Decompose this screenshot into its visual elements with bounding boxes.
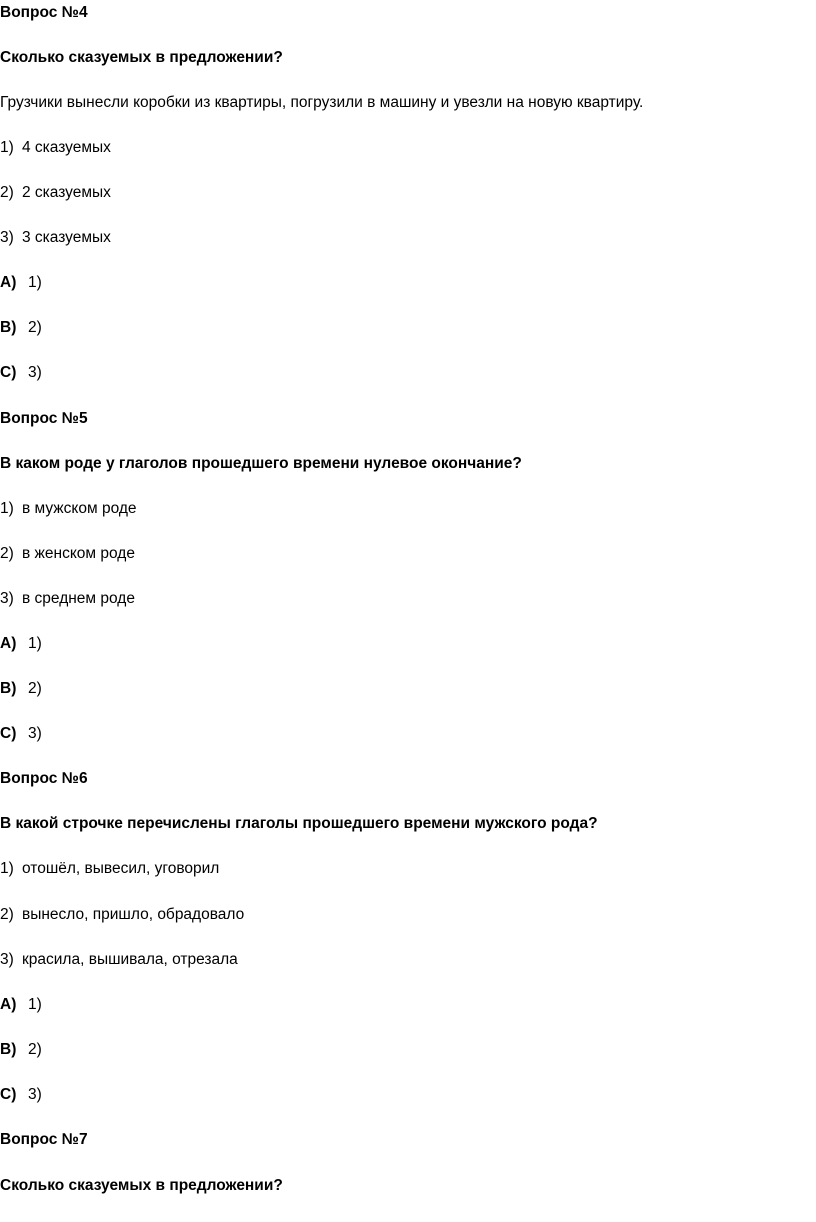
option-text: 2 сказуемых (22, 184, 111, 201)
option-number: 3) (0, 229, 14, 246)
option-number: 2) (0, 184, 14, 201)
option-text: вынесло, пришло, обрадовало (22, 906, 245, 923)
question-5-option-2 (0, 544, 135, 564)
option-number: 2) (0, 545, 14, 562)
answer-value: 3) (28, 725, 42, 742)
option-number: 2) (0, 906, 14, 923)
question-6-option-2 (0, 905, 244, 925)
answer-value: 3) (28, 1086, 42, 1103)
option-number: 1) (0, 860, 14, 877)
question-6-prompt: В какой строчке перечислены глаголы прошедшего времени мужского рода? (0, 815, 598, 832)
answer-value: 2) (28, 1041, 42, 1058)
option-text: красила, вышивала, отрезала (22, 951, 238, 968)
option-number: 1) (0, 500, 14, 517)
question-5-prompt: В каком роде у глаголов прошедшего времени нулевое окончание? (0, 455, 522, 472)
question-7-prompt: Сколько сказуемых в предложении? (0, 1177, 283, 1194)
question-4-answer-a (0, 273, 42, 293)
option-text: в мужском роде (22, 500, 137, 517)
question-4-sentence: Грузчики вынесли коробки из квартиры, погрузили в машину и увезли на новую квартиру. (0, 94, 644, 111)
question-4-prompt: Сколько сказуемых в предложении? (0, 49, 283, 66)
option-text: 3 сказуемых (22, 229, 111, 246)
question-4-option-3 (0, 228, 111, 248)
question-6-answer-a (0, 995, 42, 1015)
answer-letter: B) (0, 319, 17, 336)
question-5-answer-a (0, 634, 42, 654)
question-6-option-1 (0, 859, 219, 879)
option-text: 4 сказуемых (22, 139, 111, 156)
question-5-option-1 (0, 499, 137, 519)
question-5-option-3 (0, 589, 135, 609)
answer-letter: A) (0, 996, 17, 1013)
question-5-answer-c (0, 724, 42, 744)
answer-letter: C) (0, 1086, 17, 1103)
option-text: отошёл, вывесил, уговорил (22, 860, 220, 877)
question-4-option-2 (0, 183, 111, 203)
answer-value: 1) (28, 274, 42, 291)
question-4-heading: Вопрос №4 (0, 4, 88, 21)
answer-value: 1) (28, 635, 42, 652)
option-number: 1) (0, 139, 14, 156)
question-6-option-3 (0, 950, 238, 970)
option-number: 3) (0, 951, 14, 968)
answer-letter: C) (0, 725, 17, 742)
question-5-heading: Вопрос №5 (0, 410, 88, 427)
option-text: в женском роде (22, 545, 135, 562)
question-7-heading: Вопрос №7 (0, 1131, 88, 1148)
question-6-answer-b (0, 1040, 42, 1060)
answer-letter: C) (0, 364, 17, 381)
answer-value: 1) (28, 996, 42, 1013)
answer-letter: A) (0, 635, 17, 652)
question-4-answer-c (0, 363, 42, 383)
question-4-answer-b (0, 318, 42, 338)
question-4-option-1 (0, 138, 111, 158)
answer-letter: B) (0, 680, 17, 697)
answer-value: 3) (28, 364, 42, 381)
question-5-answer-b (0, 679, 42, 699)
answer-letter: A) (0, 274, 17, 291)
question-6-heading: Вопрос №6 (0, 770, 88, 787)
answer-value: 2) (28, 319, 42, 336)
answer-value: 2) (28, 680, 42, 697)
answer-letter: B) (0, 1041, 17, 1058)
option-number: 3) (0, 590, 14, 607)
option-text: в среднем роде (22, 590, 135, 607)
question-6-answer-c (0, 1085, 42, 1105)
